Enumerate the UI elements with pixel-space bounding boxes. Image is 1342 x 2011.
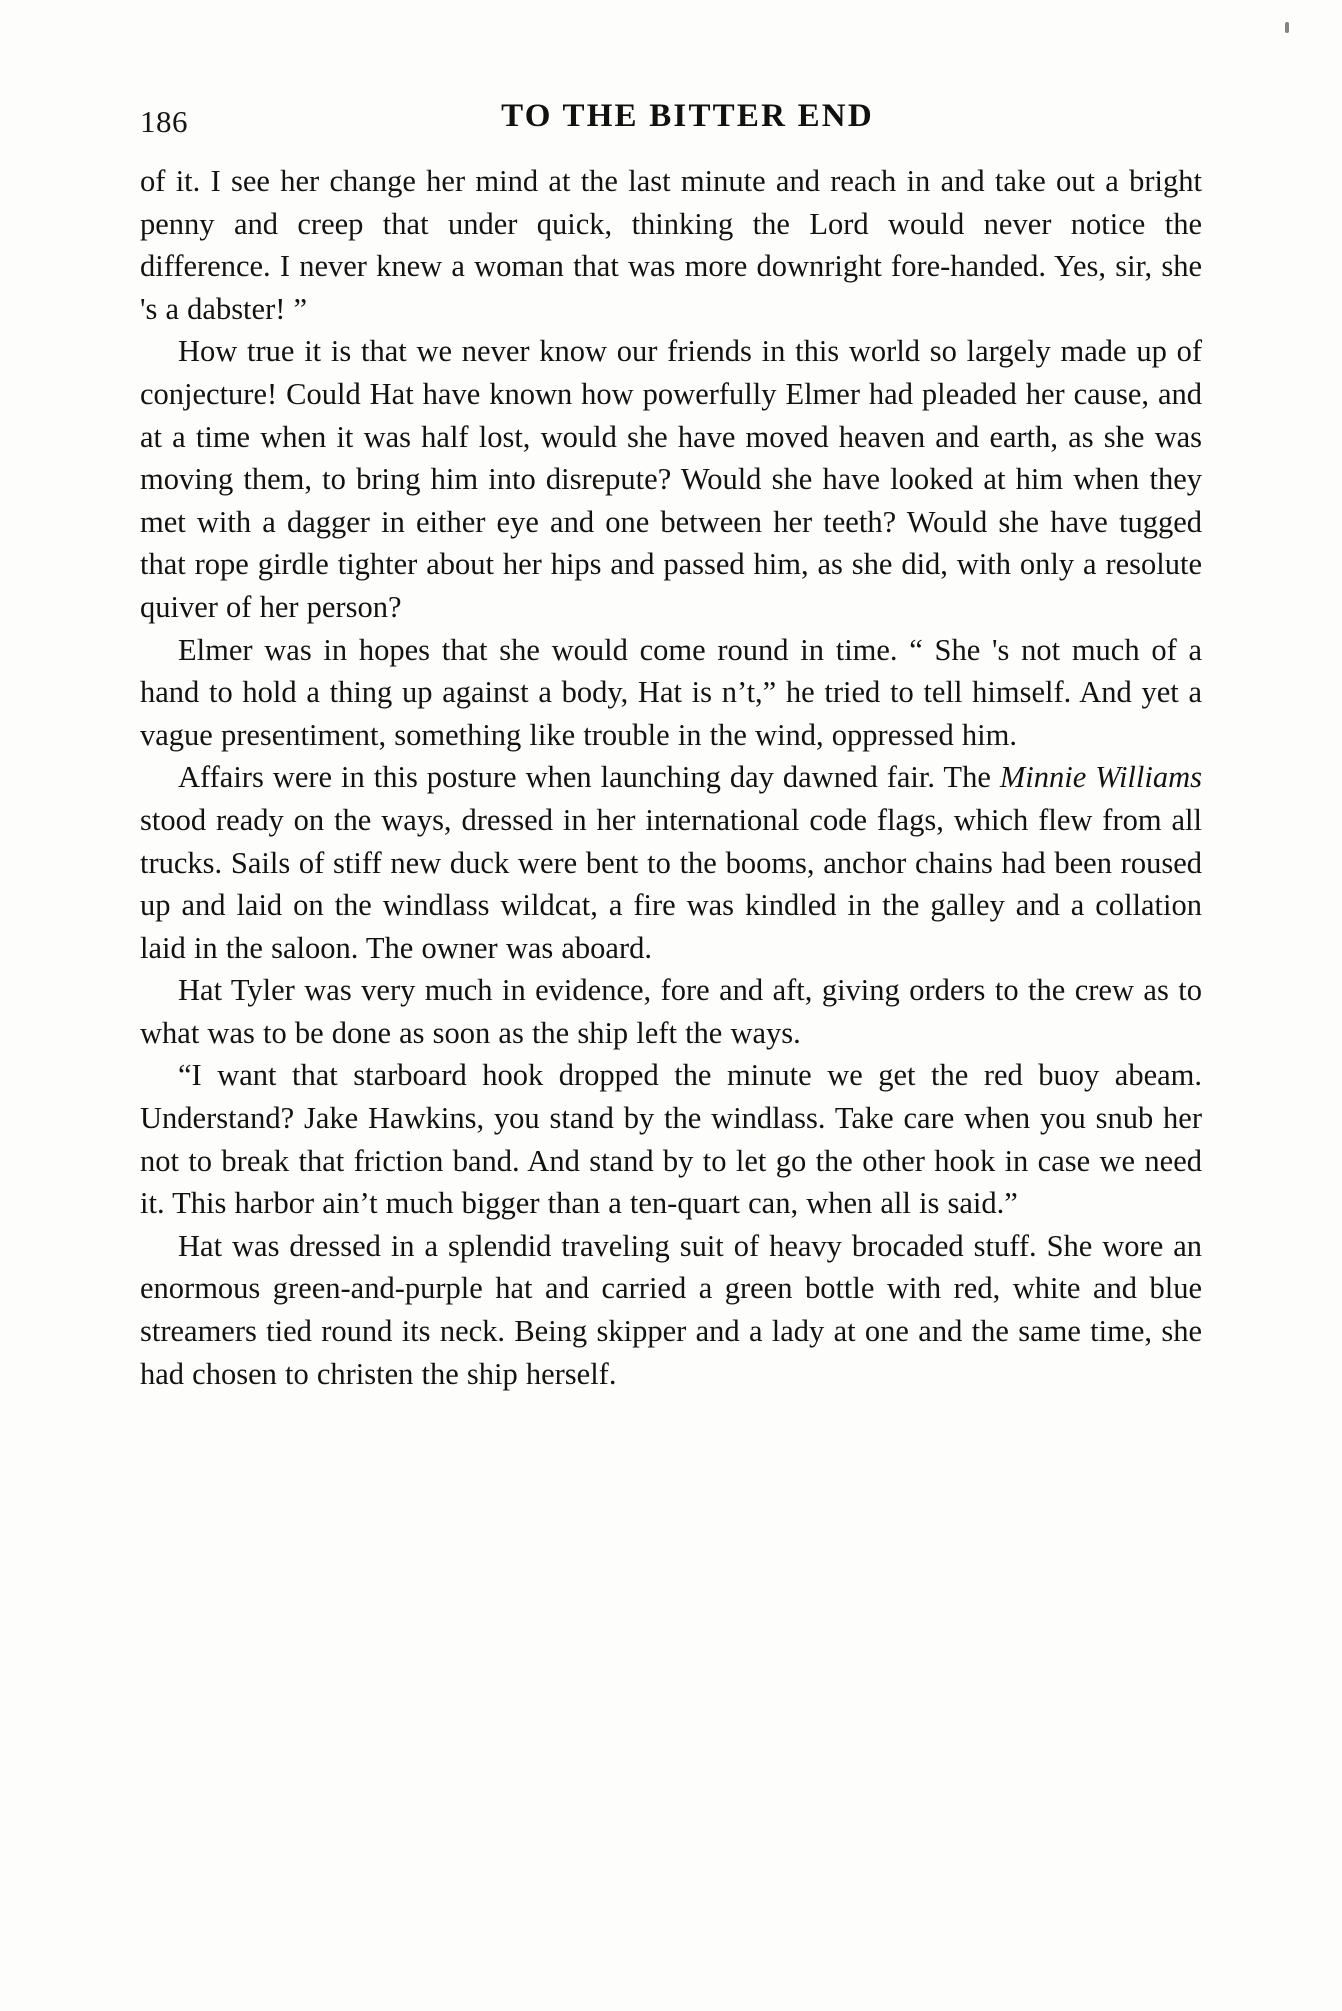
paragraph-4-text-before: Affairs were in this posture when launching day dawned fair. The xyxy=(178,760,1000,795)
paragraph-2: How true it is that we never know our friends in this world so largely made up of conjecture! Could Hat have known how powerfully Elmer had pleaded her cause, and at a time when it was half lost, would she have moved heaven and earth, as she was moving them, to bring him into disrepute? Would she have looked at him when they met with a dagger in either eye and one between her teeth? Would she have tugged that rope girdle tighter about her hips and passed him, as she did, with only a resolute quiver of her person? xyxy=(140,334,1202,624)
page-number: 186 xyxy=(140,104,188,139)
running-title: TO THE BITTER END xyxy=(501,98,874,134)
page-speck-artifact xyxy=(1285,22,1289,33)
ship-name-italic: Minnie Williams xyxy=(999,760,1202,795)
page-body xyxy=(140,160,1202,1395)
paragraph-7: Hat was dressed in a splendid traveling suit of heavy brocaded stuff. She wore an enormous green-and-purple hat and carried a green bottle with red, white and blue streamers tied round its neck. Being skipper and a lady at one and the same time, she had chosen to christen the ship herself. xyxy=(140,1228,1202,1391)
paragraph-3: Elmer was in hopes that she would come round in time. “ She 's not much of a hand to hold a thing up against a body, Hat is n’t,” he tried to tell himself. And yet a vague presentiment, something like trouble in the wind, oppressed him. xyxy=(140,632,1202,752)
paragraph-5: Hat Tyler was very much in evidence, fore and aft, giving orders to the crew as to what was to be done as soon as the ship left the ways. xyxy=(140,973,1202,1050)
page-header xyxy=(140,98,1205,142)
paragraph-4-text-after: stood ready on the ways, dressed in her international code flags, which flew from all trucks. Sails of stiff new duck were bent to the booms, anchor chains had been roused up and laid on the windlass wildcat, a fire was kindled in the galley and a collation laid in the saloon. The owner was aboard. xyxy=(140,802,1202,965)
paragraph-6: “I want that starboard hook dropped the minute we get the red buoy abeam. Understand? Jake Hawkins, you stand by the windlass. Take care when you snub her not to break that friction band. And stand by to let go the other hook in case we need it. This harbor ain’t much bigger than a ten-quart can, when all is said.” xyxy=(140,1058,1202,1221)
paragraph-4 xyxy=(140,756,1202,969)
paragraph-1: of it. I see her change her mind at the last minute and reach in and take out a bright penny and creep that under quick, thinking the Lord would never notice the difference. I never knew a woman that was more downright fore-handed. Yes, sir, she 's a dabster! ” xyxy=(140,164,1202,326)
